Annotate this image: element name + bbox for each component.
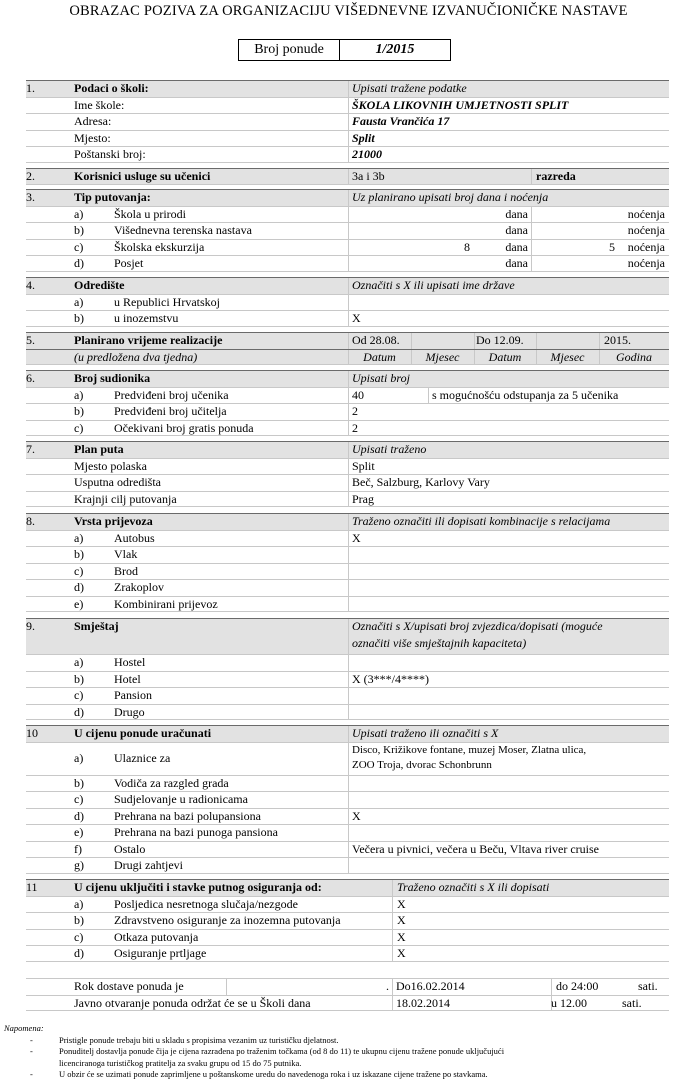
offer-number-label: Broj ponude (239, 40, 340, 60)
cell-divider (348, 169, 349, 184)
form-cell: Mjesto polaska (74, 458, 147, 473)
form-cell: Vodiča za razgled grada (114, 775, 229, 790)
form-cell: Vrsta prijevoza (74, 514, 153, 528)
form-cell: Prag (352, 491, 374, 506)
form-row (26, 146, 669, 163)
form-cell: 5. (26, 333, 35, 347)
form-row (26, 294, 669, 311)
form-cell: d) (74, 946, 84, 960)
form-row (26, 97, 669, 114)
note-item (4, 1035, 694, 1047)
form-cell: Planirano vrijeme realizacije (74, 333, 223, 347)
form-cell: noćenja (627, 256, 665, 270)
form-cell: 5 (609, 239, 615, 254)
form-cell: Upisati tražene podatke (352, 81, 467, 95)
form-cell: 21000 (352, 147, 382, 161)
form-cell: Traženo označiti s X ili dopisati (397, 880, 550, 894)
form-cell: c) (74, 688, 84, 702)
form-cell: a) (74, 206, 84, 221)
cell-divider (348, 705, 349, 720)
form-row (26, 563, 669, 580)
form-row (26, 239, 669, 256)
notes-heading: Napomena: (4, 1023, 44, 1033)
form-cell: u Republici Hrvatskoj (114, 294, 220, 309)
cell-divider (392, 996, 393, 1011)
form-cell: X (352, 808, 361, 823)
cell-divider (531, 207, 532, 223)
form-row (26, 687, 669, 704)
form-cell: Posljedica nesretnoga slučaja/nezgode (114, 896, 298, 911)
section-header-row (26, 332, 669, 349)
form-cell: Upisati traženo ili označiti s X (352, 726, 499, 740)
form-row (26, 546, 669, 563)
form-cell: b) (74, 404, 84, 418)
form-cell: Drugi zahtjevi (114, 858, 183, 872)
form-row (26, 808, 669, 825)
form-cell: c) (74, 563, 84, 578)
form-row (26, 113, 669, 130)
form-cell: Ostalo (114, 841, 146, 856)
form-cell: Plan puta (74, 442, 124, 456)
form-cell: Traženo označiti ili dopisati kombinacije s relacijama (352, 514, 611, 528)
form-cell: Tip putovanja: (74, 190, 151, 204)
note-item (4, 1069, 694, 1081)
form-cell: f) (74, 841, 82, 856)
form-row (26, 491, 669, 508)
form-cell: Adresa: (74, 114, 112, 128)
form-row (26, 929, 669, 946)
form-row (26, 474, 669, 491)
cell-divider (348, 531, 349, 547)
form-cell: Korisnici usluge su učenici (74, 169, 211, 183)
cell-divider (348, 580, 349, 596)
form-cell: Krajnji cilj putovanja (74, 491, 177, 506)
form-cell: Broj sudionika (74, 371, 151, 385)
form-cell: Autobus (114, 530, 155, 545)
note-text: Ponuditelj dostavlja ponude čija je cijena razrađena po traženim točkama (od 8 do 11) te ukupnu cijenu tražene ponude uključujući (59, 1046, 505, 1056)
form-cell: Označiti s X ili upisati ime države (352, 278, 515, 292)
form-cell: Ime škole: (74, 97, 125, 112)
form-cell: Osiguranje prtljage (114, 946, 207, 960)
form-cell: Višednevna terenska nastava (114, 223, 252, 237)
cell-divider (428, 388, 429, 404)
form-cell: a) (74, 530, 84, 545)
form-cell: do 24:00 (556, 979, 599, 993)
form-cell: sati. (638, 979, 658, 993)
form-row (26, 530, 669, 547)
section-header-row (26, 80, 669, 97)
cell-divider (348, 388, 349, 404)
form-cell: Usputna odredišta (74, 475, 161, 489)
form-cell: c) (74, 420, 84, 435)
form-cell: a) (74, 294, 84, 309)
form-row (26, 912, 669, 929)
cell-divider (348, 333, 349, 349)
form-cell: Otkaza putovanja (114, 929, 199, 944)
form-cell: Hostel (114, 655, 146, 669)
form-cell: (u predložena dva tjedna) (74, 349, 198, 364)
form-cell: 3a i 3b (352, 169, 385, 183)
cell-divider (348, 475, 349, 491)
document-title: OBRAZAC POZIVA ZA ORGANIZACIJU VIŠEDNEVNE IZVANUČIONIČKE NASTAVE (69, 3, 628, 19)
form-cell: Odredište (74, 278, 125, 292)
cell-divider (348, 619, 349, 654)
cell-divider (531, 240, 532, 256)
cell-divider (599, 333, 600, 349)
form-cell: 8. (26, 514, 35, 528)
form-cell: Od 28.08. (352, 333, 400, 347)
form-cell: ZOO Troja, dvorac Schonbrunn (352, 758, 492, 771)
form-cell: X (3***/4****) (352, 671, 429, 686)
form-cell: a) (74, 387, 84, 402)
cell-divider (348, 743, 349, 775)
form-cell: c) (74, 792, 84, 806)
form-row (26, 742, 669, 775)
form-cell: Označiti s X/upisati broj zvjezdica/dopisati (moguće (352, 619, 603, 633)
form-cell: d) (74, 808, 84, 823)
cell-divider (392, 930, 393, 946)
form-cell: Škola u prirodi (114, 206, 186, 221)
form-cell: Upisati traženo (352, 442, 427, 456)
form-cell: 7. (26, 442, 35, 456)
form-cell: u 12.00 (551, 995, 587, 1010)
form-cell: s mogućnošću odstupanja za 5 učenika (432, 387, 619, 402)
note-text: Pristigle ponude trebaju biti u skladu s propisima vezanim uz turističku djelatnost. (59, 1034, 339, 1045)
form-row (26, 206, 669, 223)
form-cell: Posjet (114, 256, 144, 270)
form-cell: Zrakoplov (114, 580, 164, 594)
cell-divider (474, 333, 475, 349)
form-cell: d) (74, 256, 84, 270)
form-row (26, 791, 669, 808)
form-cell: X (397, 946, 406, 960)
cell-divider (348, 278, 349, 294)
cell-divider (348, 842, 349, 858)
cell-divider (348, 240, 349, 256)
form-cell: Rok dostave ponuda je (74, 979, 184, 993)
form-cell: Godina (616, 349, 652, 364)
form-cell: Kombinirani prijevoz (114, 596, 218, 611)
cell-divider (348, 311, 349, 326)
form-cell: noćenja (627, 223, 665, 237)
form-cell: Sudjelovanje u radionicama (114, 792, 248, 806)
form-cell: 9. (26, 619, 35, 633)
form-row (26, 420, 669, 437)
form-cell: U cijenu ponude uračunati (74, 726, 212, 740)
cell-divider (531, 256, 532, 271)
form-cell: Večera u pivnici, večera u Beču, Vltava river cruise (352, 841, 599, 856)
form-row (26, 995, 669, 1012)
form-cell: X (352, 311, 361, 325)
notes (4, 1023, 694, 1081)
form-cell: Očekivani broj gratis ponuda (114, 420, 254, 435)
form-cell: b) (74, 223, 84, 237)
form-cell: b) (74, 913, 84, 927)
cell-divider (348, 190, 349, 206)
form-cell: sati. (622, 995, 642, 1010)
form-row (26, 978, 669, 995)
form-cell: b) (74, 671, 84, 686)
form-cell: Uz planirano upisati broj dana i noćenja (352, 190, 549, 204)
offer-number-value: 1/2015 (375, 42, 415, 57)
cell-divider (348, 81, 349, 97)
cell-divider (531, 223, 532, 239)
form-cell: Pansion (114, 688, 153, 702)
cell-divider (348, 776, 349, 792)
note-item (4, 1058, 694, 1070)
form-row (26, 596, 669, 613)
form-cell: a) (74, 896, 84, 911)
form-row (26, 857, 669, 874)
form-row (26, 310, 669, 327)
cell-divider (348, 295, 349, 311)
form-cell: Prehrana na bazi punoga pansiona (114, 825, 278, 839)
note-dash: - (30, 1046, 33, 1056)
cell-divider (348, 809, 349, 825)
form-cell: 18.02.2014 (396, 995, 450, 1010)
form-cell: Podaci o školi: (74, 81, 149, 95)
cell-divider (348, 442, 349, 458)
form-cell: Drugo (114, 704, 145, 719)
form-cell: d) (74, 704, 84, 719)
form-cell: X (352, 530, 361, 545)
form-row (26, 222, 669, 239)
section-header-row (26, 618, 669, 654)
cell-divider (348, 597, 349, 612)
cell-divider (348, 421, 349, 436)
section-header-row (26, 513, 669, 530)
form-cell: Javno otvaranje ponuda održat će se u Školi dana (74, 995, 311, 1010)
form-row (26, 841, 669, 858)
form-cell: b) (74, 775, 84, 790)
form-cell: označiti više smještajnih kapaciteta) (352, 636, 527, 650)
form-row (26, 704, 669, 721)
form-row (26, 945, 669, 962)
form-cell: a) (74, 750, 84, 765)
form-cell: 11 (26, 880, 38, 894)
cell-divider (348, 131, 349, 147)
cell-divider (348, 459, 349, 475)
form-cell: Do16.02.2014 (396, 979, 465, 993)
form-cell: noćenja (627, 239, 665, 254)
form-cell: Fausta Vrančića 17 (352, 114, 450, 128)
form-cell: ŠKOLA LIKOVNIH UMJETNOSTI SPLIT (352, 97, 569, 112)
form-cell: a) (74, 655, 84, 669)
form-cell: Mjesec (550, 349, 585, 364)
section-header-row (26, 725, 669, 742)
form-cell: g) (74, 858, 84, 872)
cell-divider (392, 913, 393, 929)
cell-divider (348, 564, 349, 580)
form-cell: 10 (26, 726, 38, 740)
form-cell: Ulaznice za (114, 750, 171, 765)
cell-divider (348, 223, 349, 239)
form-cell: c) (74, 239, 84, 254)
section-header-row (26, 349, 669, 366)
form-cell: 2015. (604, 333, 631, 347)
form-cell: 2 (352, 420, 358, 435)
form-cell: 1. (26, 81, 35, 95)
form-cell: 4. (26, 278, 35, 292)
form-cell: Predviđeni broj učenika (114, 387, 229, 402)
form-cell: Zdravstveno osiguranje za inozemna putovanja (114, 913, 341, 927)
cell-divider (348, 672, 349, 688)
form-cell: Prehrana na bazi polupansiona (114, 808, 261, 823)
section-header-row (26, 277, 669, 294)
form-cell: X (397, 896, 406, 911)
form-cell: 6. (26, 371, 35, 385)
form-cell: Školska ekskurzija (114, 239, 205, 254)
cell-divider (348, 825, 349, 841)
cell-divider (392, 946, 393, 961)
form-row (26, 654, 669, 671)
cell-divider (348, 492, 349, 507)
form-cell: dana (505, 206, 528, 221)
form-cell: Predviđeni broj učitelja (114, 404, 227, 418)
form-cell: dana (505, 256, 528, 270)
form-cell: u inozemstvu (114, 311, 179, 325)
section-header-row (26, 370, 669, 387)
form-cell: U cijenu uključiti i stavke putnog osiguranja od: (74, 880, 322, 894)
form-cell: Mjesto: (74, 130, 111, 145)
form-cell: razreda (536, 169, 576, 183)
cell-divider (348, 688, 349, 704)
note-text: U obzir će se uzimati ponude zaprimljene u poštanskome uredu do navedenoga roka i uz iskazane cijene tražene po stavkama. (59, 1069, 488, 1079)
section-header-row (26, 879, 669, 896)
cell-divider (348, 207, 349, 223)
form-cell: Disco, Križikove fontane, muzej Moser, Zlatna ulica, (352, 743, 587, 756)
form-cell: e) (74, 596, 84, 611)
form-cell: Brod (114, 563, 138, 578)
form-cell: 2. (26, 169, 35, 183)
form-cell: Split (352, 130, 375, 145)
cell-divider (348, 655, 349, 671)
form-cell: d) (74, 580, 84, 594)
form-cell: X (397, 913, 406, 927)
form-cell: 2 (352, 404, 358, 418)
form-cell: b) (74, 547, 84, 561)
cell-divider (348, 256, 349, 271)
note-text: licenciranoga turističkog pratitelja za svaku grupu od 15 do 75 putnika. (59, 1057, 302, 1068)
form-cell: e) (74, 825, 84, 839)
form-cell: X (397, 929, 406, 944)
cell-divider (348, 726, 349, 742)
form-cell: b) (74, 311, 84, 325)
form-row (26, 579, 669, 596)
form-cell: 3. (26, 190, 35, 204)
form-cell: Vlak (114, 547, 138, 561)
cell-divider (348, 792, 349, 808)
cell-divider (392, 897, 393, 913)
form-cell (352, 295, 669, 311)
note-item (4, 1046, 694, 1058)
cell-divider (348, 858, 349, 873)
form-row (26, 824, 669, 841)
form-row (26, 458, 669, 475)
section-header-row (26, 441, 669, 458)
form-row (26, 896, 669, 913)
form-cell: . (386, 979, 389, 993)
form-cell: Datum (363, 349, 396, 364)
form-row (26, 387, 669, 404)
cell-divider (226, 979, 227, 995)
form-cell: dana (505, 223, 528, 237)
form-cell: 40 (352, 387, 364, 402)
note-dash: - (30, 1069, 33, 1079)
cell-divider (348, 404, 349, 420)
form-row (26, 130, 669, 147)
form-cell: Poštanski broj: (74, 147, 146, 161)
form-cell: noćenja (627, 206, 665, 221)
form-cell: Hotel (114, 671, 141, 686)
form-cell: Do 12.09. (476, 333, 524, 347)
form-cell: Mjesec (425, 349, 460, 364)
form-cell: Split (352, 458, 375, 473)
cell-divider (348, 147, 349, 162)
cell-divider (348, 547, 349, 563)
cell-divider (348, 514, 349, 530)
form-row (26, 775, 669, 792)
form-row (26, 255, 669, 272)
note-dash: - (30, 1034, 33, 1045)
form-cell: 8 (464, 239, 470, 254)
cell-divider (348, 98, 349, 114)
form-cell: c) (74, 929, 84, 944)
form-cell: Smještaj (74, 619, 119, 633)
form-cell: Upisati broj (352, 371, 410, 385)
form-cell: dana (505, 239, 528, 254)
section-header-row (26, 168, 669, 185)
form-row (26, 671, 669, 688)
section-header-row (26, 189, 669, 206)
cell-divider (348, 114, 349, 130)
cell-divider (392, 880, 393, 896)
form-cell: Beč, Salzburg, Karlovy Vary (352, 475, 490, 489)
form-cell: Datum (488, 349, 522, 364)
cell-divider (348, 371, 349, 387)
form-row (26, 403, 669, 420)
